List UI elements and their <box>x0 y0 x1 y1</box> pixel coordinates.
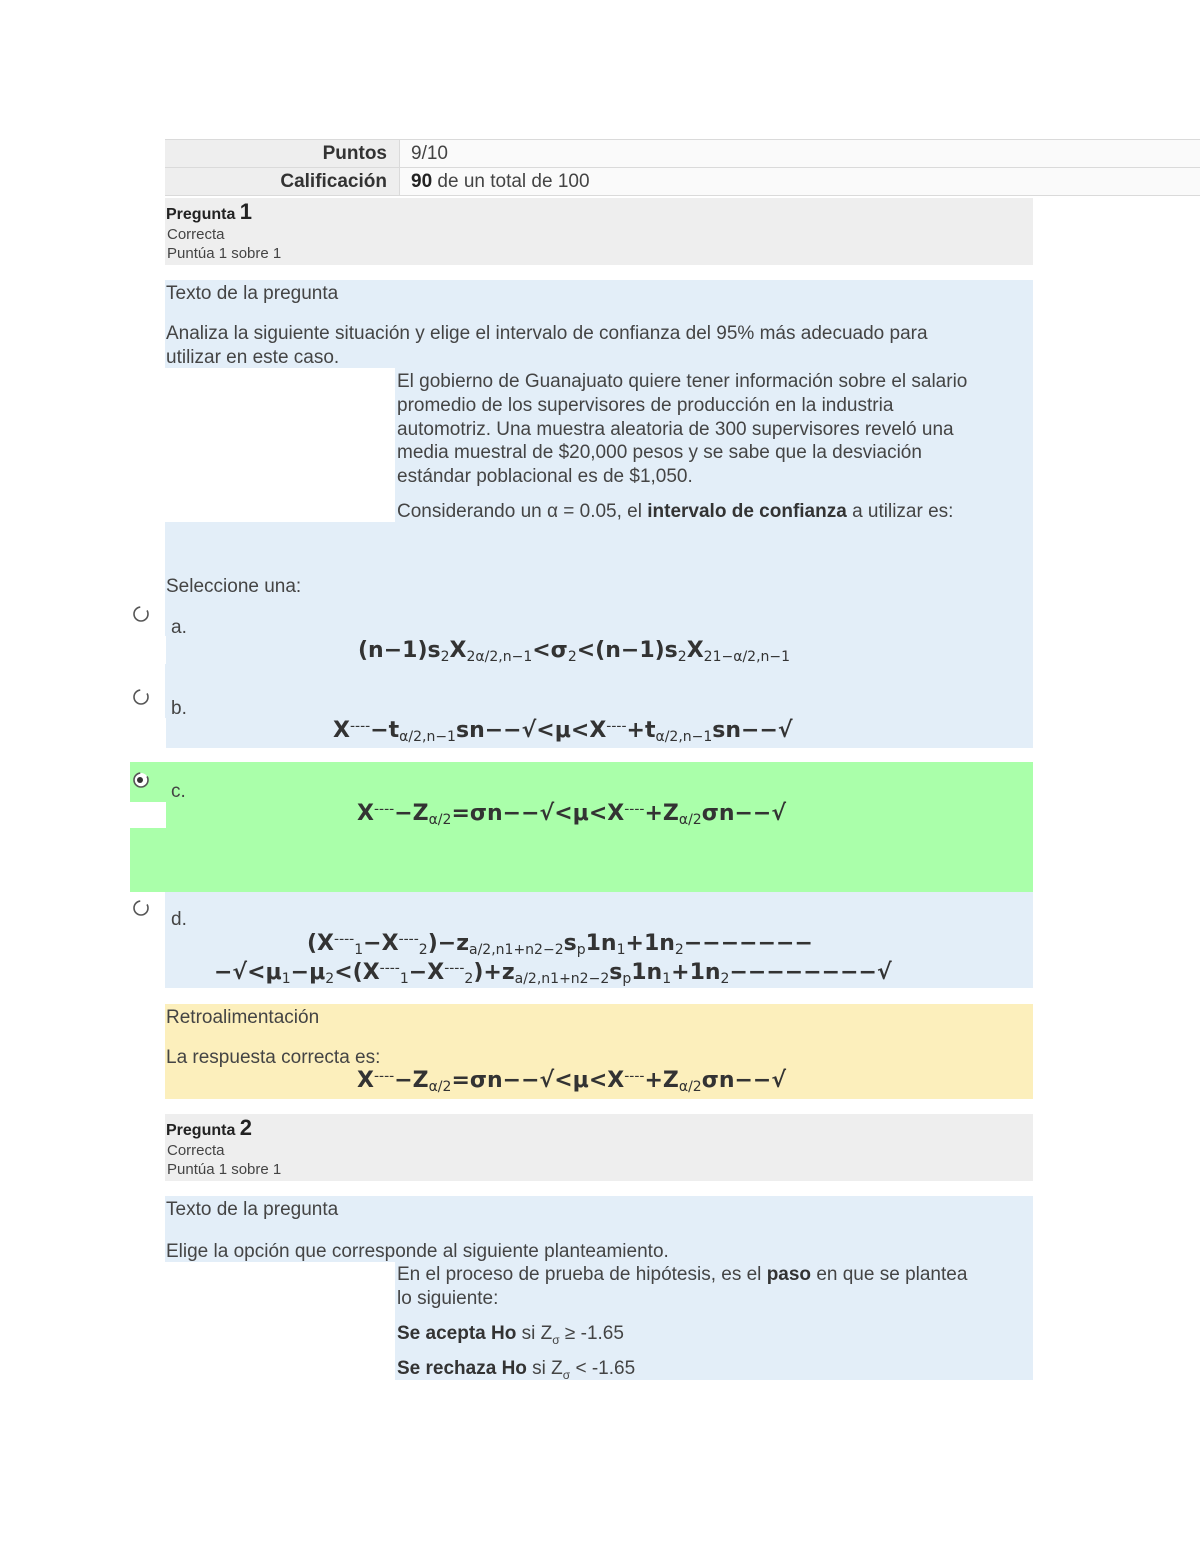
accept-sub: σ <box>552 1332 560 1347</box>
question-2-score: Puntúa 1 sobre 1 <box>167 1161 282 1178</box>
points-value: 9/10 <box>399 140 1200 167</box>
option-d-formula-line1: $(X^{----}_1-X^{----}_2)-z_{a/2,n1+n2-2}s_p1n_1+1n_2-------$ <box>307 931 813 959</box>
question-2-intro: Elige la opción que corresponde al siguiente planteamiento. <box>166 1241 669 1262</box>
q2-body-post: en que se plantea <box>811 1264 968 1285</box>
question-1-label: Pregunta <box>166 206 236 223</box>
question-2-body-line1 <box>397 1263 967 1286</box>
question-1-score: Puntúa 1 sobre 1 <box>167 245 282 262</box>
question-1-intro-line2: utilizar en este caso. <box>166 347 340 368</box>
option-a-radio[interactable] <box>130 603 152 625</box>
accept-rest: si Z <box>516 1323 553 1344</box>
option-d-radio[interactable] <box>130 897 152 919</box>
q2-body-bold: paso <box>766 1264 812 1285</box>
feedback-formula: $X^{----}-Z_{\alpha/2}=\sigma n--√<\mu<X^{----}+Z_{\alpha/2}\sigma n--√$ <box>357 1068 787 1096</box>
accept-bold: Se acepta Ho <box>397 1323 517 1344</box>
option-c-letter[interactable]: c. <box>171 781 186 802</box>
summary-row-points <box>165 139 1200 167</box>
scenario-line-3: automotriz. Una muestra aleatoria de 300 supervisores reveló una <box>397 419 954 440</box>
option-b-radio[interactable] <box>130 686 152 708</box>
scenario-question <box>397 500 953 523</box>
question-2-status: Correcta <box>167 1142 225 1159</box>
question-1-text-heading: Texto de la pregunta <box>166 283 339 304</box>
radio-gap-a <box>130 636 166 664</box>
radio-unchecked-icon <box>130 897 152 919</box>
radio-checked-icon <box>130 769 152 791</box>
scenario-line-1: El gobierno de Guanajuato quiere tener información sobre el salario <box>397 371 968 392</box>
reject-bold: Se rechaza Ho <box>397 1358 527 1379</box>
consider-pre: Considerando un α = 0.05, el <box>397 501 648 522</box>
option-c-radio[interactable] <box>130 769 152 791</box>
scenario-line-5: estándar poblacional es de $1,050. <box>397 466 693 487</box>
question-1-info <box>165 198 1033 265</box>
radio-unchecked-icon <box>130 686 152 708</box>
summary-table <box>165 139 1200 196</box>
option-b-letter[interactable]: b. <box>171 698 187 719</box>
grade-total: de un total de 100 <box>432 171 590 192</box>
option-a-formula: $(n-1)s_2X_{2\alpha/2,n-1}<\sigma_2<(n-1)s_2X_{21-\alpha/2,n-1}$ <box>358 638 791 666</box>
reject-rule <box>397 1357 635 1387</box>
option-c-formula: $X^{----}-Z_{\alpha/2}=\sigma n--√<\mu<X^{----}+Z_{\alpha/2}\sigma n--√$ <box>357 801 787 829</box>
radio-gap-b <box>130 718 166 748</box>
question-1-number: 1 <box>239 199 253 224</box>
reject-sub: σ <box>562 1367 571 1382</box>
accept-tail: ≥ -1.65 <box>559 1323 624 1344</box>
radio-unchecked-icon <box>130 603 152 625</box>
question-2-text-heading: Texto de la pregunta <box>166 1199 339 1220</box>
summary-row-grade <box>165 167 1200 196</box>
radio-gap-c <box>130 802 166 828</box>
reject-rest: si Z <box>526 1358 563 1379</box>
scenario-line-2: promedio de los supervisores de producción en la industria <box>397 395 894 416</box>
consider-bold: intervalo de confianza <box>647 501 847 522</box>
question-2-info <box>165 1114 1033 1181</box>
q2-body-pre: En el proceso de prueba de hipótesis, es el <box>397 1264 767 1285</box>
question-2-number: 2 <box>239 1115 253 1140</box>
feedback-answer-label: La respuesta correcta es: <box>166 1047 381 1068</box>
question-1-intro-line1: Analiza la siguiente situación y elige el intervalo de confianza del 95% más adecuado para <box>166 323 928 344</box>
scenario-line-4: media muestral de $20,000 pesos y se sabe que la desviación <box>397 442 922 463</box>
question-1-options-block <box>165 522 1033 748</box>
points-label: Puntos <box>165 140 399 167</box>
grade-label: Calificación <box>165 168 399 195</box>
consider-post: a utilizar es: <box>846 501 954 522</box>
accept-rule <box>397 1322 624 1352</box>
option-a-letter[interactable]: a. <box>171 617 187 638</box>
grade-score: 90 <box>411 171 433 192</box>
feedback-heading: Retroalimentación <box>166 1007 320 1028</box>
grade-value <box>399 168 1200 195</box>
reject-tail: < -1.65 <box>570 1358 636 1379</box>
question-2-body-line2: lo siguiente: <box>397 1288 499 1309</box>
select-prompt: Seleccione una: <box>166 576 302 597</box>
option-d-letter[interactable]: d. <box>171 909 187 930</box>
question-2-label: Pregunta <box>166 1122 236 1139</box>
option-d-formula-line2: $-√<\mu_1-\mu_2<(X^{----}_1-X^{----}_2)+z_{a/2,n1+n2-2}s_p1n_1+1n_2--------√$ <box>214 960 892 988</box>
question-1-status: Correcta <box>167 226 225 243</box>
option-b-formula: $X^{----}-t_{\alpha/2,n-1}sn--√<\mu<X^{----}+t_{\alpha/2,n-1}sn--√$ <box>333 718 793 746</box>
